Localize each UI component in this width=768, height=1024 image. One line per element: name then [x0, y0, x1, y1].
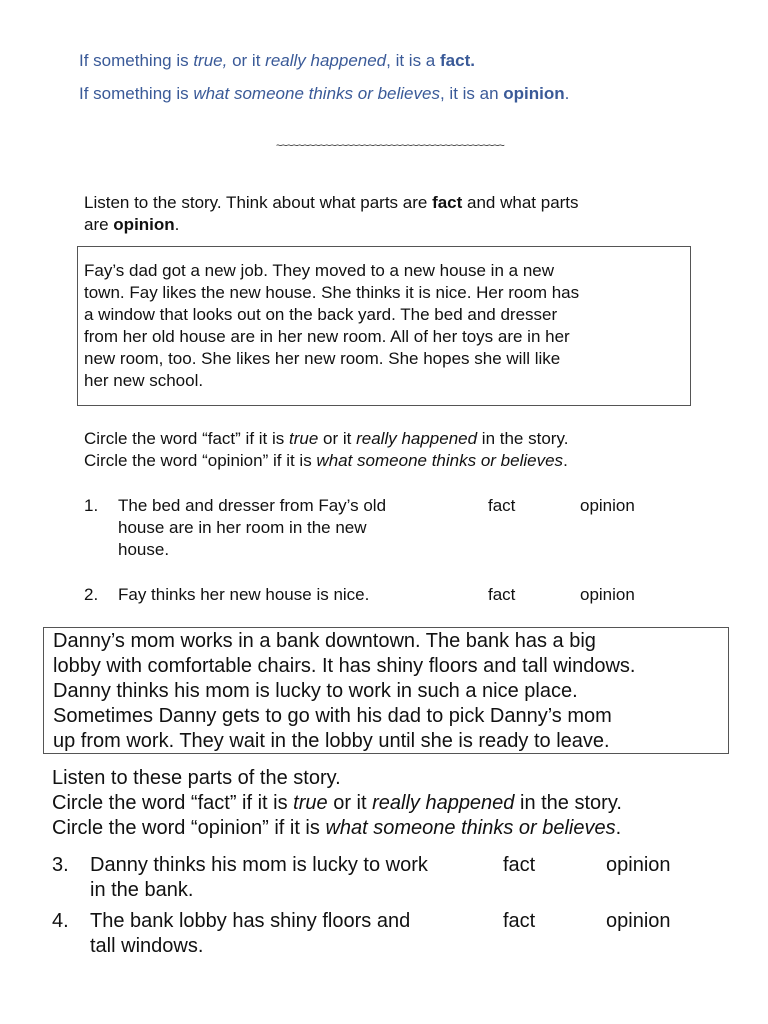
fact-term: fact. — [440, 51, 475, 70]
text: or it — [327, 792, 373, 814]
question-number: 3. — [52, 854, 69, 876]
text: Circle the word “fact” if it is — [52, 792, 294, 814]
question-item — [52, 853, 732, 903]
part2-instructions — [52, 766, 622, 841]
opinion-choice[interactable]: opinion — [580, 585, 635, 604]
text: . — [563, 451, 568, 470]
question-number: 1. — [84, 496, 99, 515]
text: If something is — [79, 51, 194, 70]
story-box-fay — [77, 246, 691, 406]
question-number: 4. — [52, 910, 69, 932]
fact-definition — [79, 51, 475, 71]
text: in the bank. — [90, 879, 194, 901]
fact-choice[interactable]: fact — [503, 854, 536, 876]
part1-instruction — [84, 192, 724, 236]
story-line: up from work. They wait in the lobby until she is ready to leave. — [53, 730, 610, 752]
story-line: a window that looks out on the back yard. The bed and dresser — [84, 305, 558, 324]
circle-fact-line — [52, 791, 622, 816]
story-box-danny — [43, 627, 729, 754]
text: If something is — [79, 84, 194, 103]
story-line: Danny thinks his mom is lucky to work in such a nice place. — [53, 680, 578, 702]
text: or it — [318, 429, 357, 448]
text: fact — [432, 193, 463, 212]
separator: ~~~~~~~~~~~~~~~~~~~~~~~~~~~~~~~~~~~~~~~~~~ — [276, 140, 504, 152]
text: really happened — [372, 792, 515, 814]
text: tall windows. — [90, 935, 204, 957]
question-text — [90, 853, 428, 903]
text: The bed and dresser from Fay’s old — [118, 496, 387, 515]
text: in the story. — [514, 792, 622, 814]
question-text — [90, 909, 410, 959]
instruction-line-1 — [84, 192, 724, 214]
text: really happened — [265, 51, 387, 70]
opinion-choice[interactable]: opinion — [606, 910, 671, 932]
text: The bank lobby has shiny floors and — [90, 910, 411, 932]
text: opinion — [113, 215, 175, 234]
text: Fay thinks her new house is nice. — [118, 585, 370, 604]
text: Circle the word “fact” if it is — [84, 429, 289, 448]
instruction-line-2 — [84, 214, 724, 236]
text: are — [84, 215, 114, 234]
story-line: her new school. — [84, 371, 204, 390]
text: what someone thinks or believes — [193, 84, 440, 103]
text: , it is a — [386, 51, 440, 70]
circle-fact-line — [84, 428, 568, 450]
listen-line: Listen to these parts of the story. — [52, 767, 341, 789]
circle-opinion-line — [84, 450, 568, 472]
part1-circle-instructions — [84, 428, 568, 472]
text: or it — [227, 51, 266, 70]
text: true — [289, 429, 319, 448]
text: Circle the word “opinion” if it is — [52, 817, 326, 839]
story-text — [53, 629, 728, 754]
story-line: new room, too. She likes her new room. She hopes she will like — [84, 349, 561, 368]
text: Circle the word “opinion” if it is — [84, 451, 317, 470]
question-item — [84, 584, 684, 606]
question-number: 2. — [84, 585, 99, 604]
text: what someone thinks or believes — [316, 451, 564, 470]
fact-choice[interactable]: fact — [503, 910, 536, 932]
text: and what parts — [462, 193, 579, 212]
fact-choice[interactable]: fact — [488, 585, 516, 604]
question-text — [118, 584, 369, 606]
text: true, — [193, 51, 228, 70]
text: house are in her room in the new — [118, 518, 367, 537]
story-line: Danny’s mom works in a bank downtown. The bank has a big — [53, 630, 596, 652]
text: what someone thinks or believes — [325, 817, 616, 839]
text: Danny thinks his mom is lucky to work — [90, 854, 428, 876]
question-item — [52, 909, 732, 959]
circle-opinion-line — [52, 816, 622, 841]
text: in the story. — [477, 429, 569, 448]
opinion-definition — [79, 84, 569, 104]
text: . — [615, 817, 622, 839]
story-line: from her old house are in her new room. All of her toys are in her — [84, 327, 570, 346]
story-line: Sometimes Danny gets to go with his dad to pick Danny’s mom — [53, 705, 612, 727]
text: really happened — [356, 429, 478, 448]
text: , it is an — [439, 84, 504, 103]
opinion-term: opinion — [503, 84, 565, 103]
story-line: town. Fay likes the new house. She thinks it is nice. Her room has — [84, 283, 580, 302]
text: . — [174, 215, 180, 234]
story-line: Fay’s dad got a new job. They moved to a new house in a new — [84, 261, 554, 280]
story-line: lobby with comfortable chairs. It has shiny floors and tall windows. — [53, 655, 636, 677]
text: Listen to the story. Think about what parts are — [84, 193, 433, 212]
fact-choice[interactable]: fact — [488, 496, 516, 515]
text: true — [293, 792, 328, 814]
text: house. — [118, 540, 170, 559]
opinion-choice[interactable]: opinion — [606, 854, 671, 876]
story-text — [84, 260, 690, 392]
question-item — [84, 495, 684, 563]
opinion-choice[interactable]: opinion — [580, 496, 635, 515]
text: . — [564, 84, 570, 103]
question-text — [118, 495, 386, 561]
